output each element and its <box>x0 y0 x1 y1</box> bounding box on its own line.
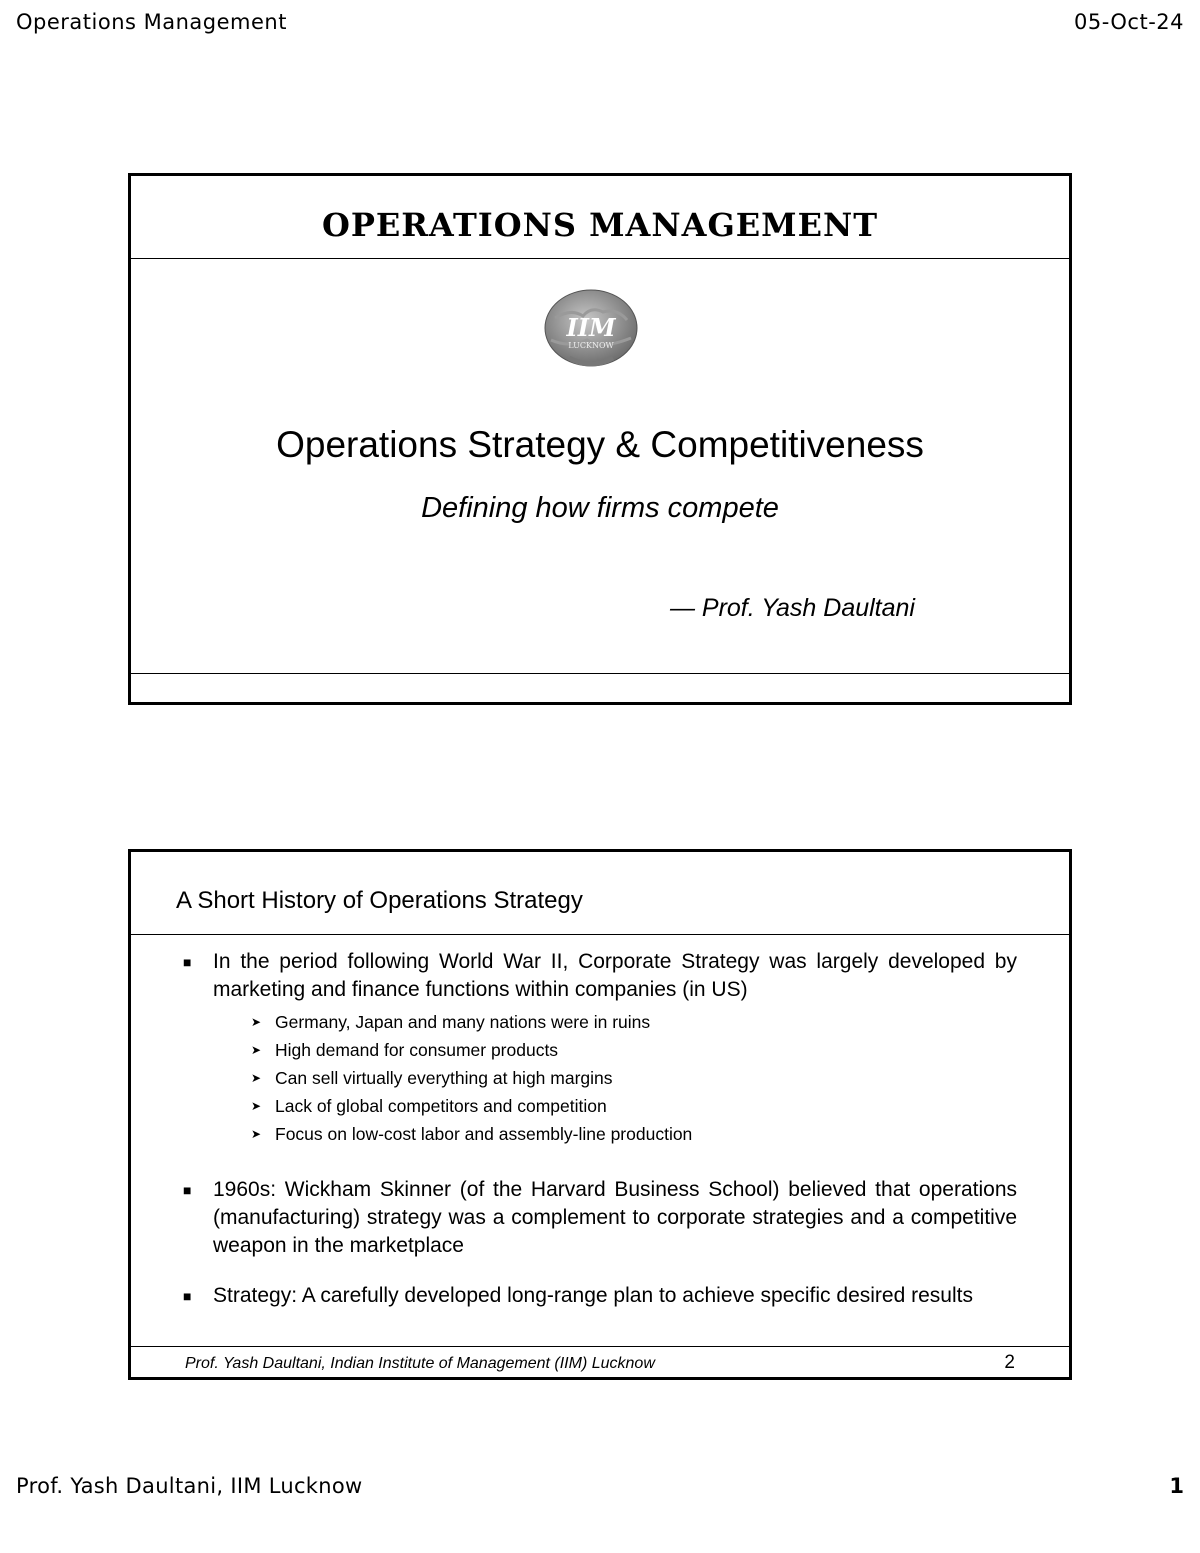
bullet-item <box>181 1176 1017 1260</box>
slide-2-footer-divider <box>131 1346 1069 1347</box>
slide-1-title-bar <box>131 176 1069 259</box>
bullet-item <box>181 1282 1017 1310</box>
bullet-item <box>181 948 1017 1148</box>
iim-lucknow-logo-icon <box>541 288 641 372</box>
sub-bullet-item <box>245 1008 1017 1036</box>
sub-bullet-item <box>245 1064 1017 1092</box>
svg-text:LUCKNOW: LUCKNOW <box>568 341 614 350</box>
slide-2-title-bar <box>131 852 1069 935</box>
slide-1-heading: Operations Strategy & Competitiveness <box>276 424 924 465</box>
svg-text:IIM: IIM <box>566 313 616 342</box>
sub-bullet-text: Focus on low-cost labor and assembly-line production <box>275 1124 693 1144</box>
sub-bullet-text: High demand for consumer products <box>275 1040 559 1060</box>
slide-1-subheading: Defining how firms compete <box>421 492 779 524</box>
slide-2 <box>128 849 1072 1380</box>
slide-2-page-number: 2 <box>1004 1352 1015 1373</box>
slide-1 <box>128 173 1072 705</box>
page-footer-author: Prof. Yash Daultani, IIM Lucknow <box>16 1474 363 1498</box>
bullet-text: Strategy: A carefully developed long-range plan to achieve specific desired results <box>213 1284 973 1307</box>
page-header-title: Operations Management <box>16 10 287 34</box>
square-bullet-icon: ■ <box>183 954 192 970</box>
sub-bullet-text: Can sell virtually everything at high margins <box>275 1068 613 1088</box>
sub-bullet-item <box>245 1120 1017 1148</box>
slide-2-footer-text: Prof. Yash Daultani, Indian Institute of Management (IIM) Lucknow <box>185 1355 655 1372</box>
square-bullet-icon: ■ <box>183 1182 192 1198</box>
bullet-text: 1960s: Wickham Skinner (of the Harvard Business School) believed that operations (manufacturing) strategy was a complement to corporate strategies and a competitive weapon in the marketplace <box>213 1178 1017 1257</box>
square-bullet-icon: ■ <box>183 1288 192 1304</box>
page-header-date: 05-Oct-24 <box>1074 10 1184 34</box>
arrow-bullet-icon: ➤ <box>251 1015 262 1029</box>
arrow-bullet-icon: ➤ <box>251 1099 262 1113</box>
arrow-bullet-icon: ➤ <box>251 1071 262 1085</box>
sub-bullet-list <box>245 1008 1017 1148</box>
arrow-bullet-icon: ➤ <box>251 1043 262 1057</box>
sub-bullet-text: Germany, Japan and many nations were in ruins <box>275 1012 651 1032</box>
slide-1-title: OPERATIONS MANAGEMENT <box>321 206 879 244</box>
page-number: 1 <box>1169 1474 1184 1498</box>
sub-bullet-item <box>245 1036 1017 1064</box>
bullet-text: In the period following World War II, Corporate Strategy was largely developed by marketing and finance functions within companies (in US) <box>213 950 1017 1001</box>
sub-bullet-item <box>245 1092 1017 1120</box>
slide-1-footer-divider <box>131 673 1069 674</box>
slide-2-title: A Short History of Operations Strategy <box>176 887 583 914</box>
slide-2-body <box>181 948 1017 1310</box>
arrow-bullet-icon: ➤ <box>251 1127 262 1141</box>
slide-1-author: — Prof. Yash Daultani <box>669 594 915 622</box>
sub-bullet-text: Lack of global competitors and competition <box>275 1096 607 1116</box>
